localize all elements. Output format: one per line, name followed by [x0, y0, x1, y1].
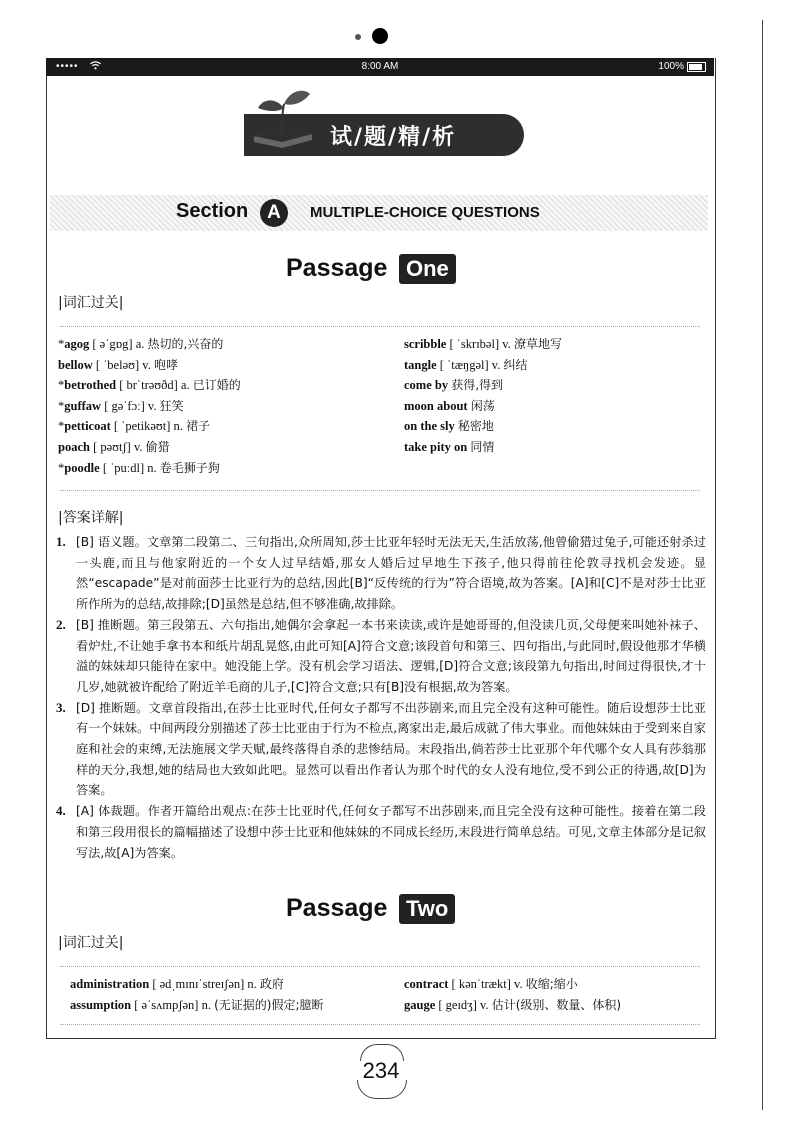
answer-item: 4. [A] 体裁题。作者开篇给出观点:在莎士比亚时代,任何女子都写不出莎剧来,而且完全没有这种可能性。接着在第二段和第三段用很长的篇幅描述了设想中莎士比亚和他妹妹的不同成长经历,末段进行简单总结。可见,文章主体部分是记叙写法,故[A]为答案。: [56, 803, 706, 860]
vocab-item: moon about 闲荡: [404, 398, 495, 413]
passage-two-number: Two: [399, 894, 455, 924]
vocab2-list-right: [404, 974, 621, 1015]
passage-one-label: Passage: [286, 254, 388, 282]
vocab-item: bellow [ ˈbeləʊ] v. 咆哮: [58, 357, 178, 372]
answer-item: 3. [D] 推断题。文章首段指出,在莎士比亚时代,任何女子都写不出莎剧来,而且完全没有这种可能性。随后设想莎士比亚有一个妹妹。中间两段分别描述了莎士比亚由于行为不检点,离家出走,最后成就了伟大事业。而他妹妹由于受到来自家庭和社会的束缚,无法施展文学天赋,最终落得自杀的悲惨结局。末段指出,倘若莎士比亚那个年代哪个女人具有莎翁那样的天分,我想,她的结局也大致如此吧。显然可以看出作者认为那个时代的女人没有地位,受不到公正的待遇,故[D]为答案。: [56, 699, 706, 798]
divider: [60, 1024, 700, 1025]
vocab-item: *agog [ əˈgɒg] a. 热切的,兴奋的: [58, 337, 224, 351]
banner-title: 试/题/精/析: [330, 125, 457, 150]
vocab-item: poach [ pəʊtʃ] v. 偷猎: [58, 439, 170, 454]
section-subtitle: MULTIPLE-CHOICE QUESTIONS: [310, 204, 540, 221]
vocab-item: gauge [ geɪdʒ] v. 估计(级别、数量、体积): [404, 997, 622, 1012]
answer-list: [56, 532, 706, 863]
divider: [60, 966, 700, 967]
signal-strength: •••••: [56, 61, 79, 72]
vocab-item: *betrothed [ brˈtrəʊðd] a. 已订婚的: [58, 378, 241, 393]
vocab-item: contract [ kənˈtrækt] v. 收缩;缩小: [404, 977, 578, 991]
status-time: 8:00 AM: [361, 61, 399, 72]
vocab-item: *petticoat [ ˈpetikəʊt] n. 裙子: [58, 419, 211, 434]
sensor-dot: [355, 34, 361, 40]
vocab-list-right: [404, 334, 562, 458]
answer-item: 2. [B] 推断题。第三段第五、六句指出,她偶尔会拿起一本书来读读,或许是她哥哥的,但没读几页,父母便来叫她补袜子、看炉灶,不让她手拿书本和纸片胡乱晃悠,由此可知[A]符合文意;该段首句和第三、四句指出,与此同时,假设他那才华横溢的妹妹却只能待在家中。她没能上学。没有机会学习语法、逻辑,[D]符合文意;该段第九句指出,时间过得很快,才十几岁,她就被许配给了附近羊毛商的儿子,[C]符合文意;只有[B]没有根据,故为答案。: [56, 616, 706, 694]
vocab-item: *guffaw [ gəˈfɔː] v. 狂笑: [58, 398, 184, 413]
passage-two-label: Passage: [286, 894, 388, 922]
camera-icon: [372, 28, 388, 44]
vocab-item: scribble [ ˈskrɪbəl] v. 潦草地写: [404, 337, 562, 351]
section-label: Section: [176, 200, 249, 222]
vocab-item: tangle [ ˈtæŋgəl] v. 纠结: [404, 357, 528, 372]
vocab-list-left: [58, 334, 241, 478]
vocab-heading: |词汇过关|: [58, 295, 124, 311]
section-letter-badge: A: [260, 199, 288, 227]
vocab-item: take pity on 同情: [404, 439, 495, 454]
page-number: 234: [362, 1058, 400, 1083]
vocab-item: *poodle [ ˈpuːdl] n. 卷毛狮子狗: [58, 460, 220, 475]
vocab-heading-2: |词汇过关|: [58, 935, 124, 951]
answer-heading: |答案详解|: [58, 510, 124, 526]
sprout-book-icon: [248, 86, 318, 148]
divider: [60, 490, 700, 491]
page-ornament-bottom: [357, 1080, 407, 1099]
vocab-item: assumption [ əˈsʌmpʃən] n. (无证据的)假定;臆断: [70, 997, 324, 1012]
divider: [60, 326, 700, 327]
vocab-item: administration [ ədˌmɪnɪˈstreɪʃən] n. 政府: [70, 977, 284, 991]
status-bar: [46, 58, 714, 76]
page-edge-rule: [762, 20, 763, 1110]
answer-item: 1. [B] 语义题。文章第二段第二、三句指出,众所周知,莎士比亚年轻时无法无天,生活放荡,他曾偷猎过兔子,可能还射杀过一头鹿,而且与他家附近的一个女人过早结婚,那女人婚后过早地生下孩子,他只得前往伦敦寻找机会发迹。显然“escapade”是对前面莎士比亚行为的总结,因此[B]“反传统的行为”符合语境,故为答案。[A]和[C]不是对莎士比亚所作所为的总结,故排除;[D]虽然是总结,但不够准确,故排除。: [56, 534, 706, 612]
passage-one-number: One: [399, 254, 456, 284]
battery-icon: [687, 62, 706, 72]
vocab-item: come by 获得,得到: [404, 378, 504, 393]
vocab-item: on the sly 秘密地: [404, 419, 494, 434]
battery-percent: 100%: [658, 61, 684, 72]
vocab2-list-left: [70, 974, 324, 1015]
